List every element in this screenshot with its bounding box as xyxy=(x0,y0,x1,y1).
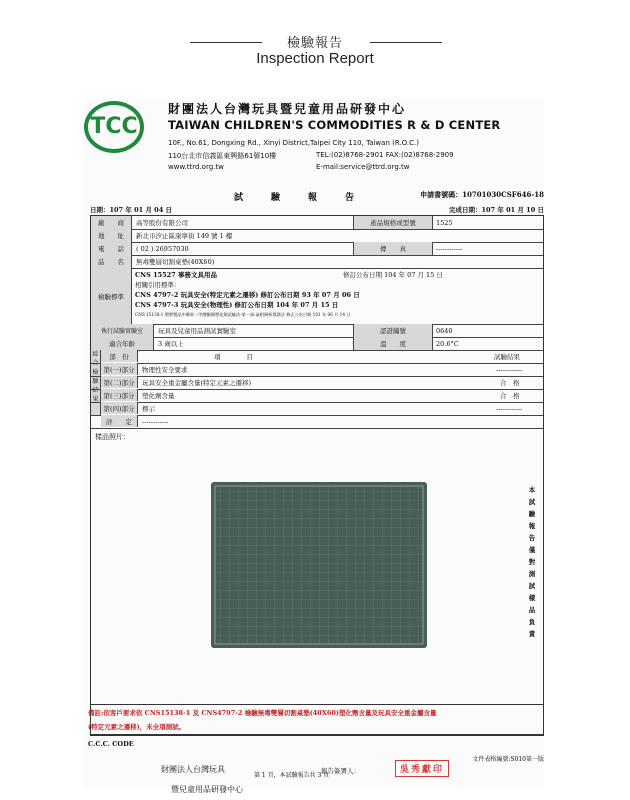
row-tel xyxy=(91,242,543,256)
tcc-logo: TCC xyxy=(84,101,144,153)
cert-label: 認證編號 xyxy=(353,324,433,337)
table-row xyxy=(91,363,543,377)
model-value: 1525 xyxy=(436,218,453,227)
org-address-en: 10F., No.61, Dongxing Rd., Xinyi District,Taipei City 110, Taiwan (R.O.C.) xyxy=(168,139,419,147)
row-items-header xyxy=(91,350,543,364)
standard-1 xyxy=(135,270,217,279)
lab-value: 玩具及兒童用品測試實驗室 xyxy=(158,327,236,335)
table-row xyxy=(91,376,543,390)
table-row xyxy=(91,389,543,403)
temp-value: 20.6°C xyxy=(436,339,459,348)
item-name: 玩具安全重金屬含量(特定元素之遷移) xyxy=(142,379,252,387)
org-signature-line-1: 財團法人台灣玩具 xyxy=(161,765,225,774)
part-header: 部 份 xyxy=(101,350,138,362)
row-standards xyxy=(91,268,543,325)
standard-4: CNS 4797-3 玩具安全(物理性) 修訂公布日期 104 年 07 月 15 日 xyxy=(135,301,339,309)
item-part: 第(二)部分 xyxy=(101,376,138,388)
item-part: 第(四)部分 xyxy=(101,402,138,414)
cutting-mat-image xyxy=(211,482,427,648)
summary-side-label: 綜合檢驗結果 xyxy=(91,350,101,415)
org-name-en: TAIWAN CHILDREN'S COMMODITIES R & D CENTER xyxy=(168,118,501,132)
inspection-document xyxy=(84,98,544,794)
item-result: 合 格 xyxy=(500,392,520,400)
remark-divider xyxy=(90,704,544,705)
age-value: 3 歲以上 xyxy=(158,340,184,348)
fax-value: ------------ xyxy=(436,244,463,253)
vendor-value: 高等股份有限公司 xyxy=(136,219,188,227)
address-label: 地 址 xyxy=(91,229,132,242)
evaluation-label: 評 定 xyxy=(101,415,138,427)
vendor-label: 廠 商 xyxy=(91,216,132,229)
org-email: E-mail:service@ttrd.org.tw xyxy=(316,163,410,171)
result-header: 試驗結果 xyxy=(494,353,520,361)
org-tel-fax: TEL:(02)8768-2901 FAX:(02)8768-2909 xyxy=(316,151,454,159)
ccc-divider xyxy=(90,735,544,736)
row-age xyxy=(91,337,543,351)
org-website: www.ttrd.org.tw xyxy=(168,163,224,171)
signer-label: 報告簽署人： xyxy=(321,767,360,775)
tel-label: 電 話 xyxy=(91,242,132,255)
cert-value: 0640 xyxy=(436,326,453,335)
item-name: 物理性安全要求 xyxy=(142,366,188,374)
validity-note: 本試驗報告僅對測試樣品負責 xyxy=(528,486,536,638)
org-signature-line-2: 暨兒童用品研發中心 xyxy=(171,785,243,794)
item-part: 第(三)部分 xyxy=(101,389,138,401)
ccc-code: C.C.C. CODE xyxy=(88,740,134,748)
signer-stamp: 吳秀獻印 xyxy=(395,760,449,777)
report-date: 日期：107 年 01 月 04 日 xyxy=(90,206,172,214)
row-product-name xyxy=(91,255,543,269)
standard-related: 相關引用標準： xyxy=(135,281,181,289)
tel-value: ( 02 ) 26957030 xyxy=(136,244,189,253)
sample-photo-label: 樣品照片： xyxy=(95,433,130,441)
temp-label: 溫 度 xyxy=(353,337,433,350)
standards-label: 檢驗標準 xyxy=(91,268,132,324)
standard-3: CNS 4797-2 玩具安全(特定元素之遷移) 修訂公布日期 93 年 07 月 06 日 xyxy=(135,291,360,299)
completion-date: 完成日期：107 年 01 月 10 日 xyxy=(449,206,544,214)
header-title: 檢驗報告 xyxy=(286,36,343,51)
org-address-zh: 110台北市信義區東興路61號10樓 xyxy=(168,152,277,160)
item-result: 合 格 xyxy=(500,379,520,387)
header-rule-right xyxy=(370,42,442,43)
item-name: 塑化劑含量 xyxy=(142,392,175,400)
standard-5: CNS 15138-1 塑膠製品中鄰苯二甲酸酯類塑化劑試驗法-第一部:氣相層析質譜法 修正公布日期 101 年 06 月 14 日 xyxy=(135,312,351,317)
org-name-zh: 財團法人台灣玩具暨兒童用品研發中心 xyxy=(168,102,407,116)
fax-label: 傳 真 xyxy=(353,242,433,255)
standard-1-name: CNS 15527 事務文具用品 xyxy=(135,271,217,279)
lab-label: 執行試驗實驗室 xyxy=(91,324,154,337)
item-result: ------------ xyxy=(496,404,523,413)
age-label: 適合年齡 xyxy=(91,337,154,350)
table-row xyxy=(91,402,543,416)
header-subtitle: Inspection Report xyxy=(256,50,374,67)
address-value: 新北市汐止區康寧街 149 號 1 樓 xyxy=(136,232,233,240)
model-label: 產品規格或型號 xyxy=(353,216,433,229)
item-header: 項 目 xyxy=(214,353,253,361)
product-name-value: 無毒雙層切割桌墊(40X60) xyxy=(136,258,215,266)
item-result: ------------ xyxy=(496,365,523,374)
row-vendor xyxy=(91,216,543,230)
row-evaluation xyxy=(91,415,543,429)
report-title: 試驗報告 xyxy=(234,193,383,203)
form-number: 文件表格編號:S010第一版 xyxy=(472,756,544,763)
item-part: 第(一)部分 xyxy=(101,363,138,375)
item-name: 標示 xyxy=(142,405,155,413)
evaluation-value: ------------ xyxy=(142,417,169,426)
row-address xyxy=(91,229,543,243)
product-name-label: 品 名 xyxy=(91,255,132,268)
application-number: 申請書號碼：10701030CSF646-18 xyxy=(420,190,544,199)
standard-1-date: 修訂公布日期 104 年 07 月 15 日 xyxy=(343,271,443,279)
remark-line-1: 備註:依客戶要求依 CNS15138-1 及 CNS4797-2 檢驗無毒雙層切割桌墊(40X60)塑化劑含量及玩具安全重金屬含量 xyxy=(88,709,437,717)
page-number: 第 1 頁，本試驗報告共 3 頁 xyxy=(254,772,330,779)
row-lab xyxy=(91,324,543,338)
sample-photo xyxy=(211,482,427,648)
remark-line-2: (特定元素之遷移)，未全項測試。 xyxy=(88,723,186,731)
